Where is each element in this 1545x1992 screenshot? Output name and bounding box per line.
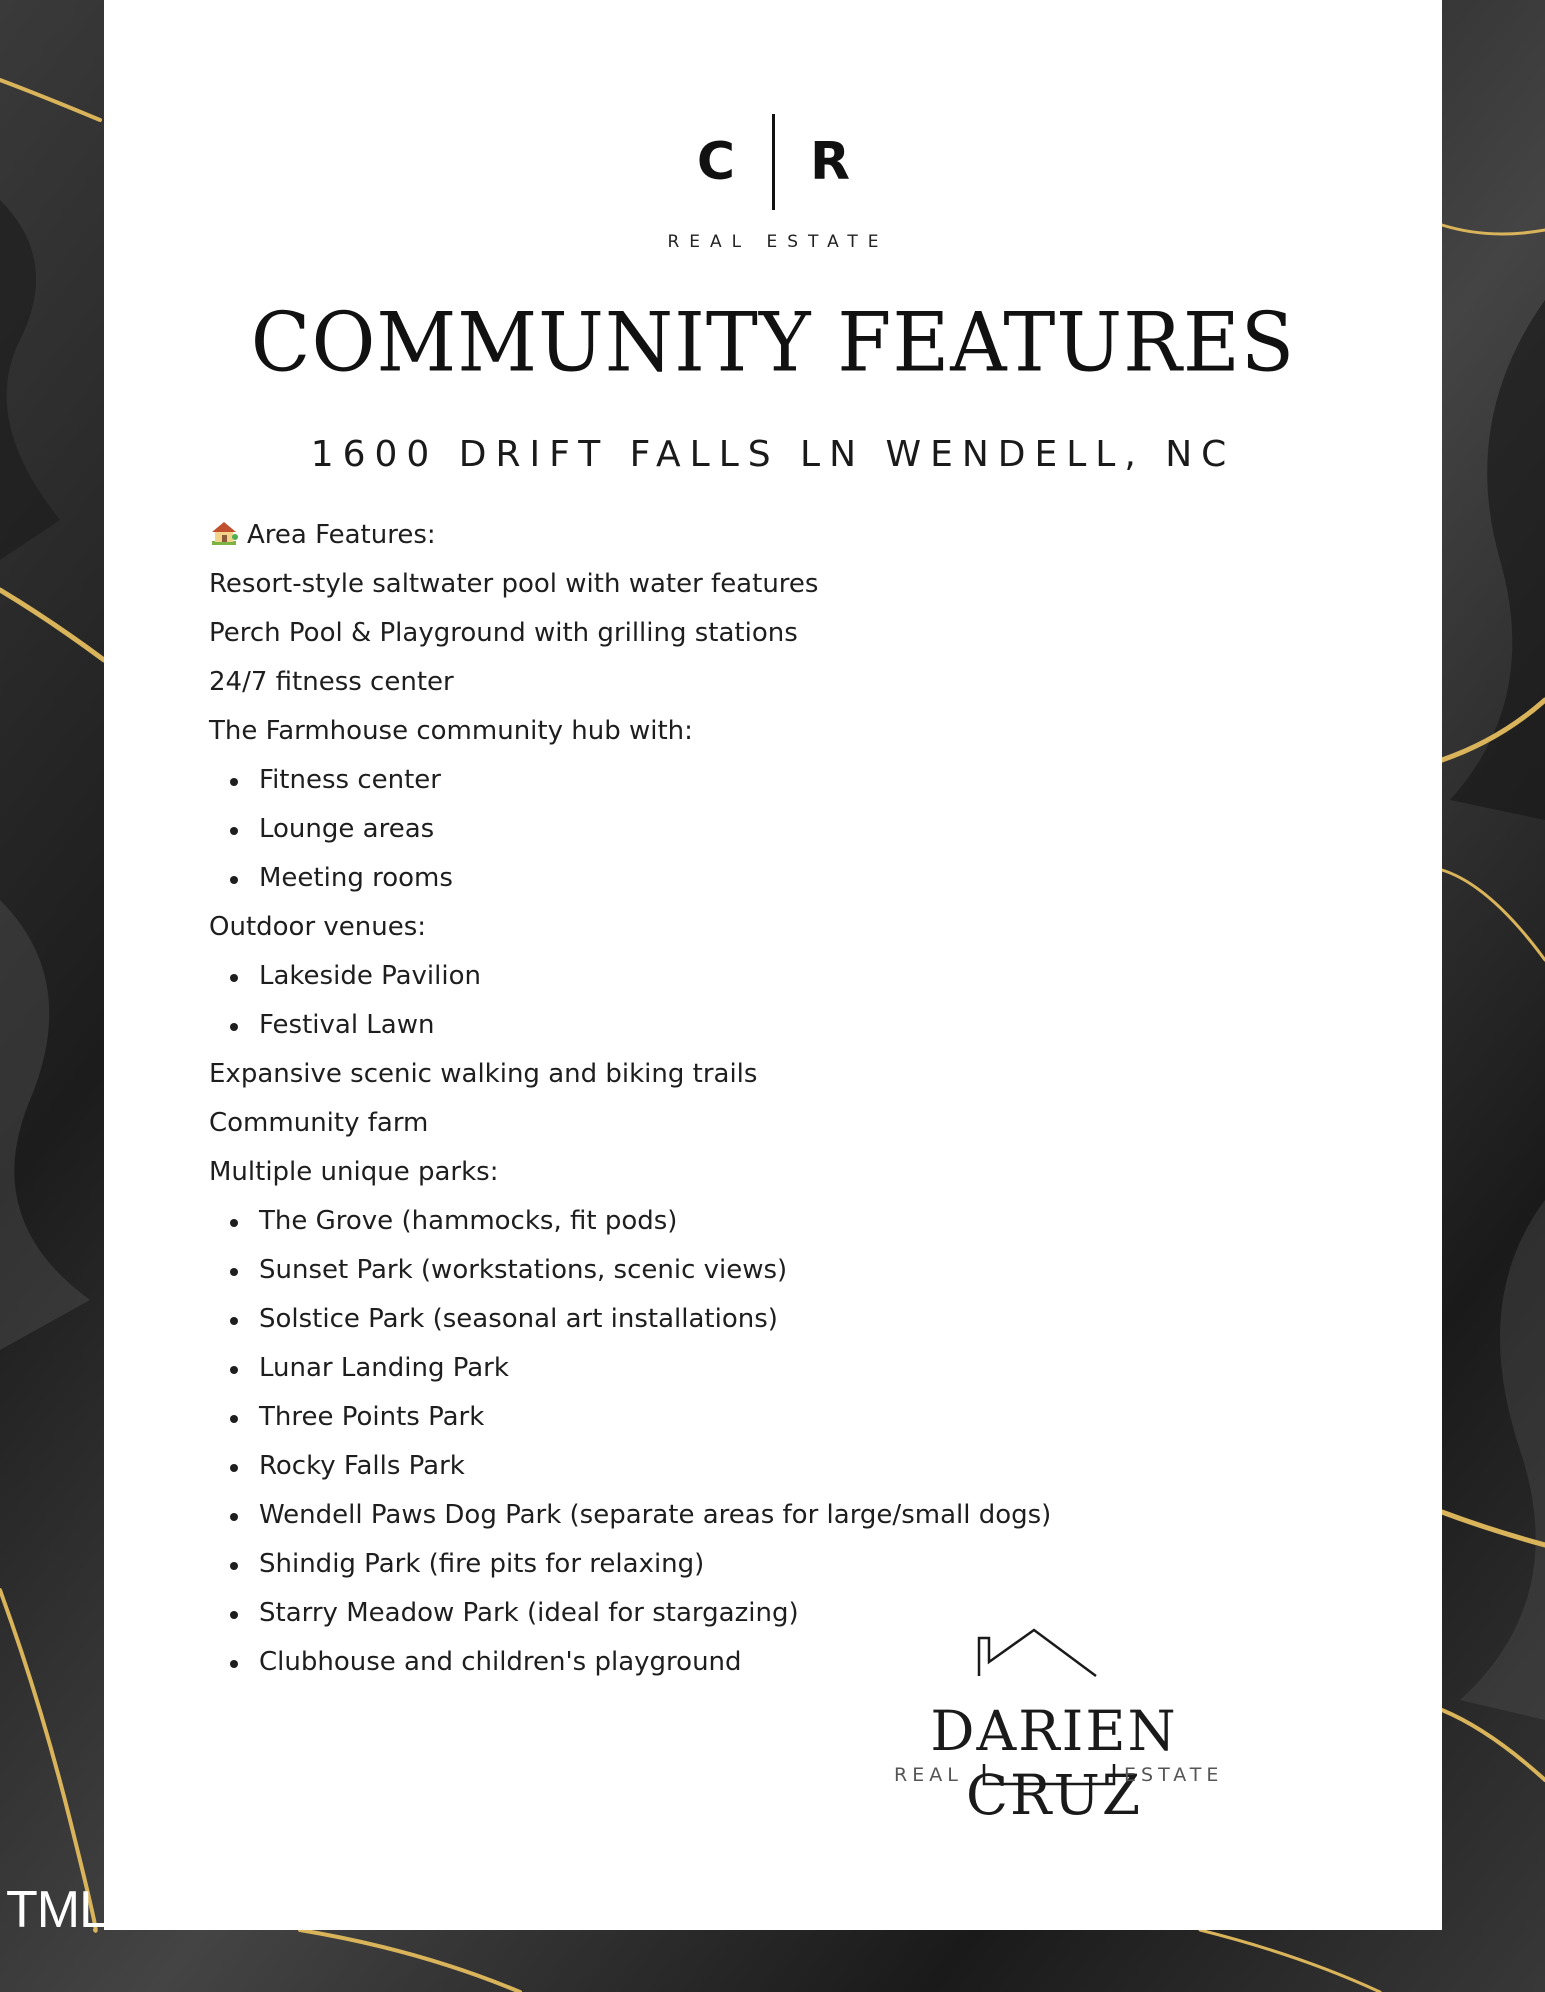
feature-text: Sunset Park (workstations, scenic views) — [259, 1255, 788, 1285]
feature-text: Lunar Landing Park — [259, 1353, 509, 1383]
feature-line — [209, 560, 1359, 609]
feature-line — [209, 511, 1359, 560]
feature-text: Perch Pool & Playground with grilling stations — [209, 618, 798, 648]
agent-name: DARIEN CRUZ — [930, 1699, 1178, 1827]
feature-text: Lounge areas — [259, 814, 435, 844]
features-list — [209, 511, 1359, 1687]
agent-logo-real: REAL — [894, 1764, 963, 1786]
feature-text: Wendell Paws Dog Park (separate areas for large/small dogs) — [259, 1500, 1052, 1530]
feature-line — [209, 1148, 1359, 1197]
feature-bullet-item — [209, 1295, 1359, 1344]
feature-bullet-item — [209, 805, 1359, 854]
feature-text: Three Points Park — [259, 1402, 485, 1432]
feature-text: The Farmhouse community hub with: — [209, 716, 693, 746]
feature-text: Festival Lawn — [259, 1010, 435, 1040]
feature-text: Multiple unique parks: — [209, 1157, 499, 1187]
page-title: COMMUNITY FEATURES — [250, 295, 1296, 391]
feature-bullet-item — [209, 854, 1359, 903]
feature-bullet-item — [209, 1393, 1359, 1442]
feature-text: Area Features: — [247, 520, 436, 550]
logo-subtitle: REAL ESTATE — [667, 232, 889, 252]
feature-text: Lakeside Pavilion — [259, 961, 481, 991]
logo-letter-c: C — [696, 132, 736, 192]
house-emoji-icon — [209, 520, 239, 546]
feature-line — [209, 1050, 1359, 1099]
feature-bullet-item — [209, 952, 1359, 1001]
feature-text: Resort-style saltwater pool with water features — [209, 569, 819, 599]
feature-text: Starry Meadow Park (ideal for stargazing) — [259, 1598, 799, 1628]
feature-line — [209, 609, 1359, 658]
feature-bullet-item — [209, 1197, 1359, 1246]
feature-bullet-item — [209, 1246, 1359, 1295]
cr-real-estate-logo — [104, 112, 1442, 262]
feature-text: Solstice Park (seasonal art installations) — [259, 1304, 778, 1334]
feature-bullet-item — [209, 1442, 1359, 1491]
feature-text: 24/7 fitness center — [209, 667, 454, 697]
feature-text: Clubhouse and children's playground — [259, 1647, 742, 1677]
feature-text: Outdoor venues: — [209, 912, 427, 942]
feature-text: The Grove (hammocks, fit pods) — [259, 1206, 678, 1236]
feature-line — [209, 658, 1359, 707]
feature-text: Fitness center — [259, 765, 441, 795]
feature-text: Shindig Park (fire pits for relaxing) — [259, 1549, 705, 1579]
feature-line — [209, 707, 1359, 756]
logo-letter-r: R — [809, 132, 851, 192]
feature-line — [209, 1099, 1359, 1148]
feature-text: Expansive scenic walking and biking trails — [209, 1059, 758, 1089]
content-card — [104, 0, 1442, 1930]
tmls-watermark: TMLS — [6, 1881, 141, 1939]
feature-bullet-item — [209, 1540, 1359, 1589]
feature-bullet-item — [209, 1491, 1359, 1540]
logo-divider — [772, 114, 775, 210]
feature-bullet-item — [209, 1001, 1359, 1050]
property-address: 1600 DRIFT FALLS LN WENDELL, NC — [310, 434, 1236, 475]
feature-bullet-item — [209, 756, 1359, 805]
darien-cruz-logo — [834, 1624, 1274, 1827]
feature-text: Rocky Falls Park — [259, 1451, 465, 1481]
feature-bullet-item — [209, 1344, 1359, 1393]
agent-logo-estate: ESTATE — [1124, 1764, 1224, 1786]
feature-text: Meeting rooms — [259, 863, 453, 893]
feature-line — [209, 903, 1359, 952]
feature-text: Community farm — [209, 1108, 429, 1138]
